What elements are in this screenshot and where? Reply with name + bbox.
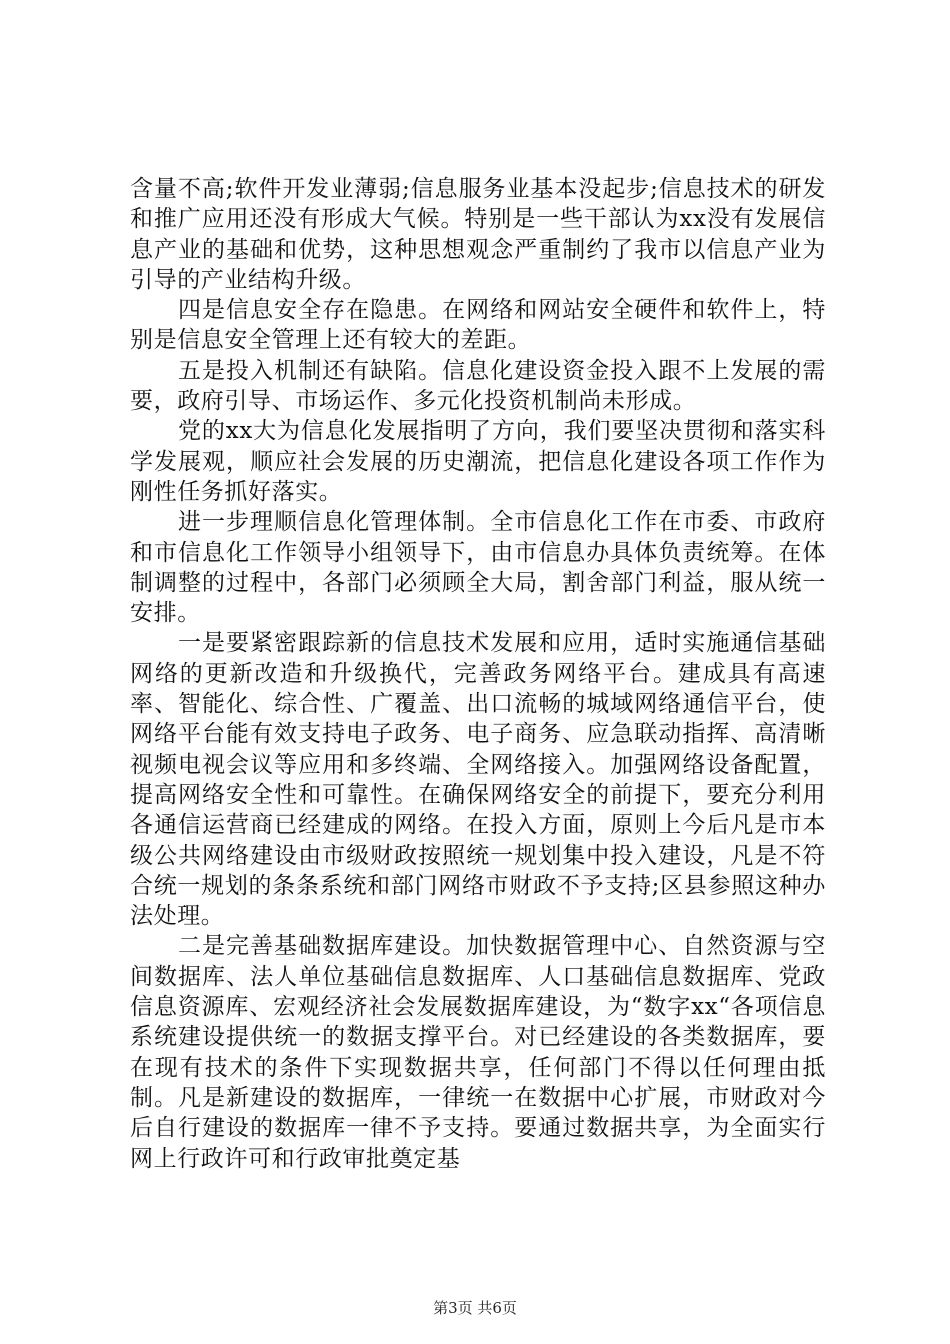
- paragraph: 五是投入机制还有缺陷。信息化建设资金投入跟不上发展的需要，政府引导、市场运作、多元化投资机制尚未形成。: [130, 357, 826, 415]
- paragraph: 含量不高;软件开发业薄弱;信息服务业基本没起步;信息技术的研发和推广应用还没有形成大气候。特别是一些干部认为xx没有发展信息产业的基础和优势，这种思想观念严重制约了我市以信息产业为引导的产业结构升级。: [130, 176, 826, 293]
- paragraph: 一是要紧密跟踪新的信息技术发展和应用，适时实施通信基础网络的更新改造和升级换代，完善政务网络平台。建成具有高速率、智能化、综合性、广覆盖、出口流畅的城域网络通信平台，使网络平台能有效支持电子政务、电子商务、应急联动指挥、高清晰视频电视会议等应用和多终端、全网络接入。加强网络设备配置，提高网络安全性和可靠性。在确保网络安全的前提下，要充分利用各通信运营商已经建成的网络。在投入方面，原则上今后凡是市本级公共网络建设由市级财政按照统一规划集中投入建设，凡是不符合统一规划的条条系统和部门网络市财政不予支持;区县参照这种办法处理。: [130, 630, 826, 930]
- page-number-footer: 第3页 共6页: [433, 1299, 517, 1317]
- paragraph: 进一步理顺信息化管理体制。全市信息化工作在市委、市政府和市信息化工作领导小组领导下，由市信息办具体负责统筹。在体制调整的过程中，各部门必须顾全大局，割舍部门利益，服从统一安排。: [130, 509, 826, 627]
- paragraph: 二是完善基础数据库建设。加快数据管理中心、自然资源与空间数据库、法人单位基础信息数据库、人口基础信息数据库、党政信息资源库、宏观经济社会发展数据库建设，为“数字xx“各项信息系统建设提供统一的数据支撑平台。对已经建设的各类数据库，要在现有技术的条件下实现数据共享，任何部门不得以任何理由抵制。凡是新建设的数据库，一律统一在数据中心扩展，市财政对今后自行建设的数据库一律不予支持。要通过数据共享，为全面实行网上行政许可和行政审批奠定基: [130, 933, 826, 1172]
- document-body: [130, 174, 826, 1174]
- paragraph: 四是信息安全存在隐患。在网络和网站安全硬件和软件上，特别是信息安全管理上还有较大的差距。: [130, 297, 826, 354]
- paragraph: 党的xx大为信息化发展指明了方向，我们要坚决贯彻和落实科学发展观，顺应社会发展的历史潮流，把信息化建设各项工作作为刚性任务抓好落实。: [130, 418, 826, 505]
